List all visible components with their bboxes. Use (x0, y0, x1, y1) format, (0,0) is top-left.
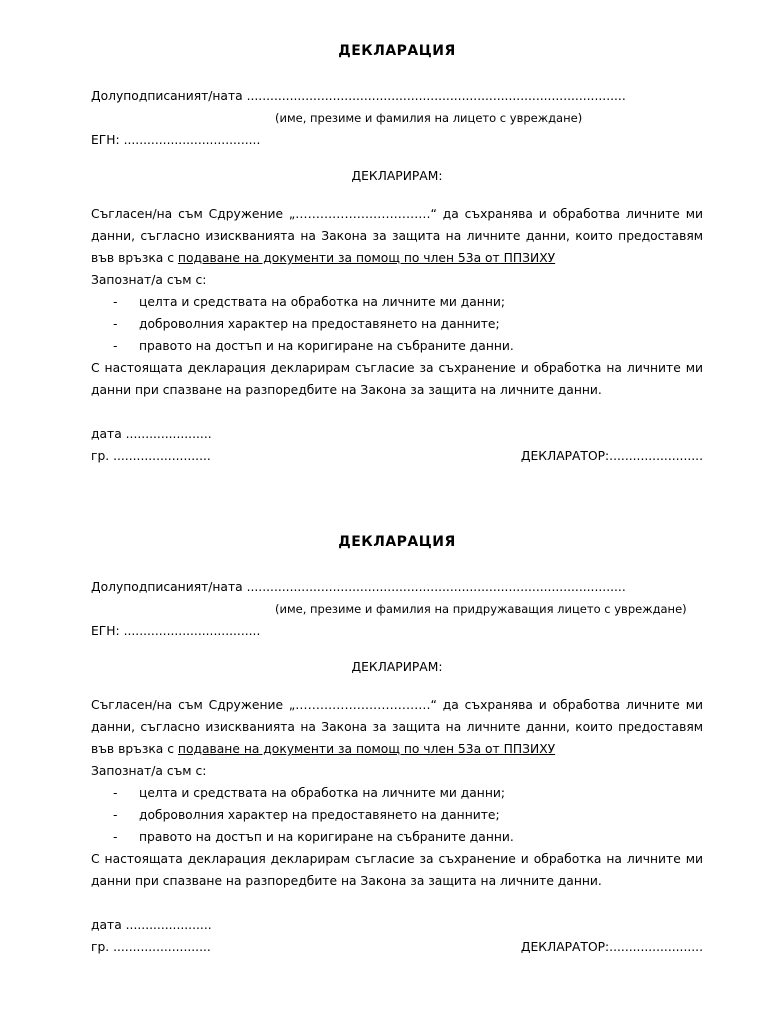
consent-purpose-underlined: подаване на документи за помощ по член 53а от ППЗИХУ (177, 251, 556, 265)
acquainted-list (91, 291, 703, 357)
list-item-text: целта и средствата на обработка на личните ми данни; (139, 786, 506, 800)
list-item (91, 291, 703, 313)
consent-text: Съгласен/на съм Сдружение „……………………………“ да съхранява и обработва личните ми данни, съгласно изискванията на Закона за защита на личните данни, които предоставям във връзка с (91, 207, 703, 265)
list-item (91, 313, 703, 335)
list-item-text: правото на достъп и на коригиране на събраните данни. (139, 339, 514, 353)
city-line: гр. ......................... (91, 940, 211, 954)
bullet-dash: - (113, 295, 118, 309)
consent-paragraph (91, 694, 703, 760)
bullet-dash: - (113, 339, 118, 353)
list-item (91, 826, 703, 848)
declaration-title: ДЕКЛАРАЦИЯ (338, 43, 456, 59)
egn-line: ЕГН: ................................... (91, 624, 261, 638)
bullet-dash: - (113, 830, 118, 844)
consent-purpose-underlined: подаване на документи за помощ по член 53а от ППЗИХУ (177, 742, 556, 756)
consent-text: Съгласен/на съм Сдружение „……………………………“ да съхранява и обработва личните ми данни, съгласно изискванията на Закона за защита на личните данни, които предоставям във връзка с (91, 698, 703, 756)
city-line: гр. ......................... (91, 449, 211, 463)
bullet-dash: - (113, 317, 118, 331)
closing-paragraph: С настоящата декларация декларирам съгласие за съхранение и обработка на личните ми данни при спазване на разпоредбите на Закона за защита на личните данни. (91, 852, 703, 888)
list-item-text: доброволния характер на предоставянето на данните; (139, 808, 500, 822)
acquainted-line: Запознат/а съм с: (91, 764, 207, 778)
signatory-line: Долуподписаният/ната ................................................................................................. (91, 89, 626, 103)
bullet-dash: - (113, 808, 118, 822)
acquainted-line: Запознат/а съм с: (91, 273, 207, 287)
declaration-title: ДЕКЛАРАЦИЯ (338, 534, 456, 550)
acquainted-list (91, 782, 703, 848)
closing-paragraph: С настоящата декларация декларирам съгласие за съхранение и обработка на личните ми данни при спазване на разпоредбите на Закона за защита на личните данни. (91, 361, 703, 397)
list-item-text: правото на достъп и на коригиране на събраните данни. (139, 830, 514, 844)
list-item-text: целта и средствата на обработка на личните ми данни; (139, 295, 506, 309)
signatory-hint: (име, презиме и фамилия на лицето с увреждане) (275, 111, 583, 125)
list-item (91, 335, 703, 357)
signatory-line: Долуподписаният/ната ................................................................................................. (91, 580, 626, 594)
consent-paragraph (91, 203, 703, 269)
date-line: дата ...................... (91, 918, 212, 932)
declaration-form-person (91, 37, 703, 467)
declare-heading: ДЕКЛАРИРАМ: (351, 660, 443, 674)
list-item (91, 804, 703, 826)
egn-line: ЕГН: ................................... (91, 133, 261, 147)
date-line: дата ...................... (91, 427, 212, 441)
declarant-signature-line: ДЕКЛАРАТОР:........................ (520, 449, 703, 463)
list-item-text: доброволния характер на предоставянето на данните; (139, 317, 500, 331)
declarant-signature-line: ДЕКЛАРАТОР:........................ (520, 940, 703, 954)
signatory-hint: (име, презиме и фамилия на придружаващия лицето с увреждане) (275, 602, 687, 616)
list-item (91, 782, 703, 804)
bullet-dash: - (113, 786, 118, 800)
signature-row (91, 445, 703, 467)
declare-heading: ДЕКЛАРИРАМ: (351, 169, 443, 183)
declaration-form-companion (91, 528, 703, 958)
signature-row (91, 936, 703, 958)
spacer (91, 892, 703, 914)
spacer (91, 401, 703, 423)
